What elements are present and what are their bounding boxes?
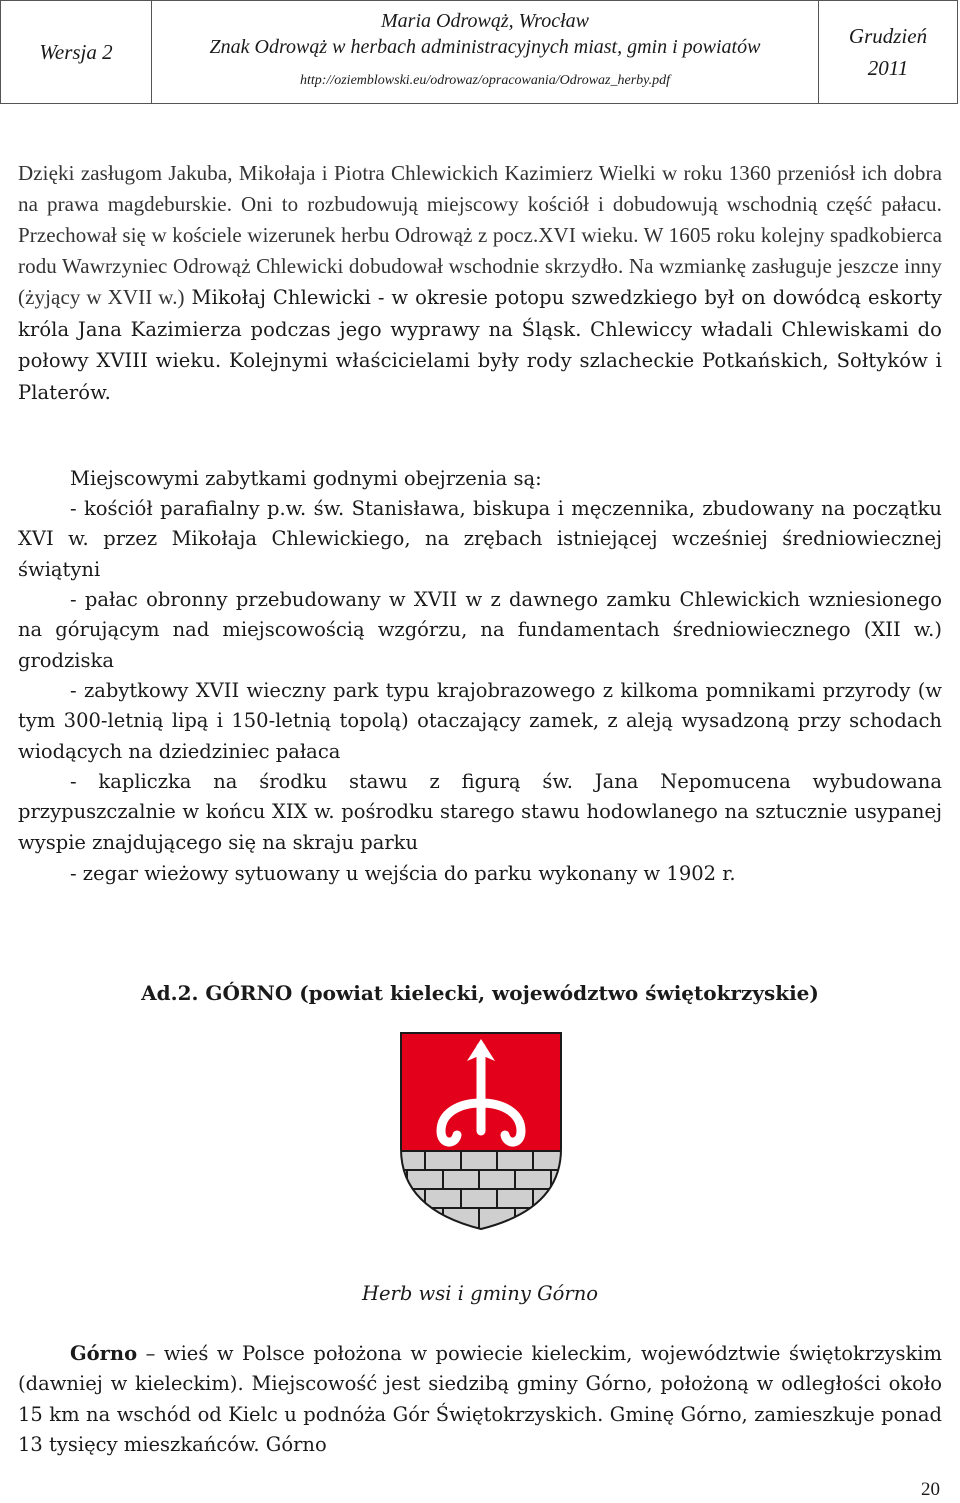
- header-author: Maria Odrowąż, Wrocław: [381, 10, 589, 32]
- section-heading: Ad.2. GÓRNO (powiat kielecki, województwo świętokrzyskie): [141, 981, 819, 1005]
- header-month: Grudzień: [848, 24, 928, 48]
- image-caption: Herb wsi i gminy Górno: [361, 1282, 599, 1305]
- header-version: Wersja 2: [1, 1, 152, 104]
- monuments-intro: Miejscowymi zabytkami godnymi obejrzenia są:: [70, 467, 542, 490]
- header-table: [0, 0, 958, 104]
- history-paragraph: [18, 158, 942, 408]
- monument-park: - zabytkowy XVII wieczny park typu krajobrazowego z kilkoma pomnikami przyrody (w tym 300-letnią lipą i 150-letnią topolą) otaczający zamek, z aleją wysadzoną przy schodach wiodących na dziedziniec pałaca: [18, 679, 942, 763]
- brick-wall: [399, 1151, 563, 1231]
- header-title: Znak Odrowąż w herbach administracyjnych miast, gmin i powiatów: [209, 36, 761, 58]
- coat-of-arms-gorno: [399, 1031, 563, 1231]
- header-url[interactable]: http://oziemblowski.eu/odrowaz/opracowania/Odrowaz_herby.pdf: [300, 73, 670, 88]
- history-text-b: Mikołaj Chlewicki - w okresie potopu szwedzkiego był on dowódcą eskorty króla Jana Kazimierza podczas jego wyprawy na Śląsk. Chlewiccy władali Chlewiskami do połowy XVIII wieku. Kolejnymi właścicielami były rody szlacheckie Potkańskich, Sołtyków i Platerów.: [18, 286, 942, 404]
- monument-palace: - pałac obronny przebudowany w XVII w z dawnego zamku Chlewickich wzniesionego na górującym nad miejscowością wzgórzu, na fundamentach średniowiecznego (XII w.) grodziska: [18, 588, 942, 672]
- gorno-description: [18, 1339, 942, 1461]
- header-center: [152, 1, 819, 104]
- history-text-a: Dzięki zasługom Jakuba, Mikołaja i Piotra Chlewickich Kazimierz Wielki w roku 1360 przeniósł ich dobra na prawa magdeburskie. Oni to rozbudowują miejscowy kościół i dobudowują wschodnią część pałacu. Przechował się w kościele wizerunek herbu Odrowąż z pocz.XVI wieku. W 1605 roku kolejny spadkobierca rodu Wawrzyniec Odrowąż Chlewicki dobudował wschodnie skrzydło. Na wzmiankę zasługuje jeszcze inny (żyjący w XVII w.): [18, 161, 942, 309]
- header-year: 2011: [867, 56, 909, 80]
- monument-chapel: - kapliczka na środku stawu z figurą św. Jana Nepomucena wybudowana przypuszczalnie w końcu XIX w. pośrodku starego stawu hodowlanego na sztucznie usypanej wyspie znajdującego się na skraju parku: [18, 770, 942, 854]
- monument-church: - kościół parafialny p.w. św. Stanisława, biskupa i męczennika, zbudowany na początku XVI w. przez Mikołaja Chlewickiego, na zrębach istniejącej wcześniej średniowiecznej świątyni: [18, 497, 942, 581]
- gorno-text: – wieś w Polsce położona w powiecie kieleckim, województwie świętokrzyskim (dawniej w kieleckim). Miejscowość jest siedzibą gminy Górno, położoną w odległości około 15 km na wschód od Kielc u podnóża Gór Świętokrzyskich. Gminę Górno, zamieszkuje ponad 13 tysięcy mieszkańców. Górno: [18, 1342, 942, 1457]
- document-header: [0, 0, 960, 104]
- gorno-bold-lead: Górno: [70, 1342, 138, 1365]
- page-number: 20: [921, 1479, 940, 1500]
- monument-clock: - zegar wieżowy sytuowany u wejścia do parku wykonany w 1902 r.: [70, 862, 736, 885]
- header-date: [819, 1, 958, 104]
